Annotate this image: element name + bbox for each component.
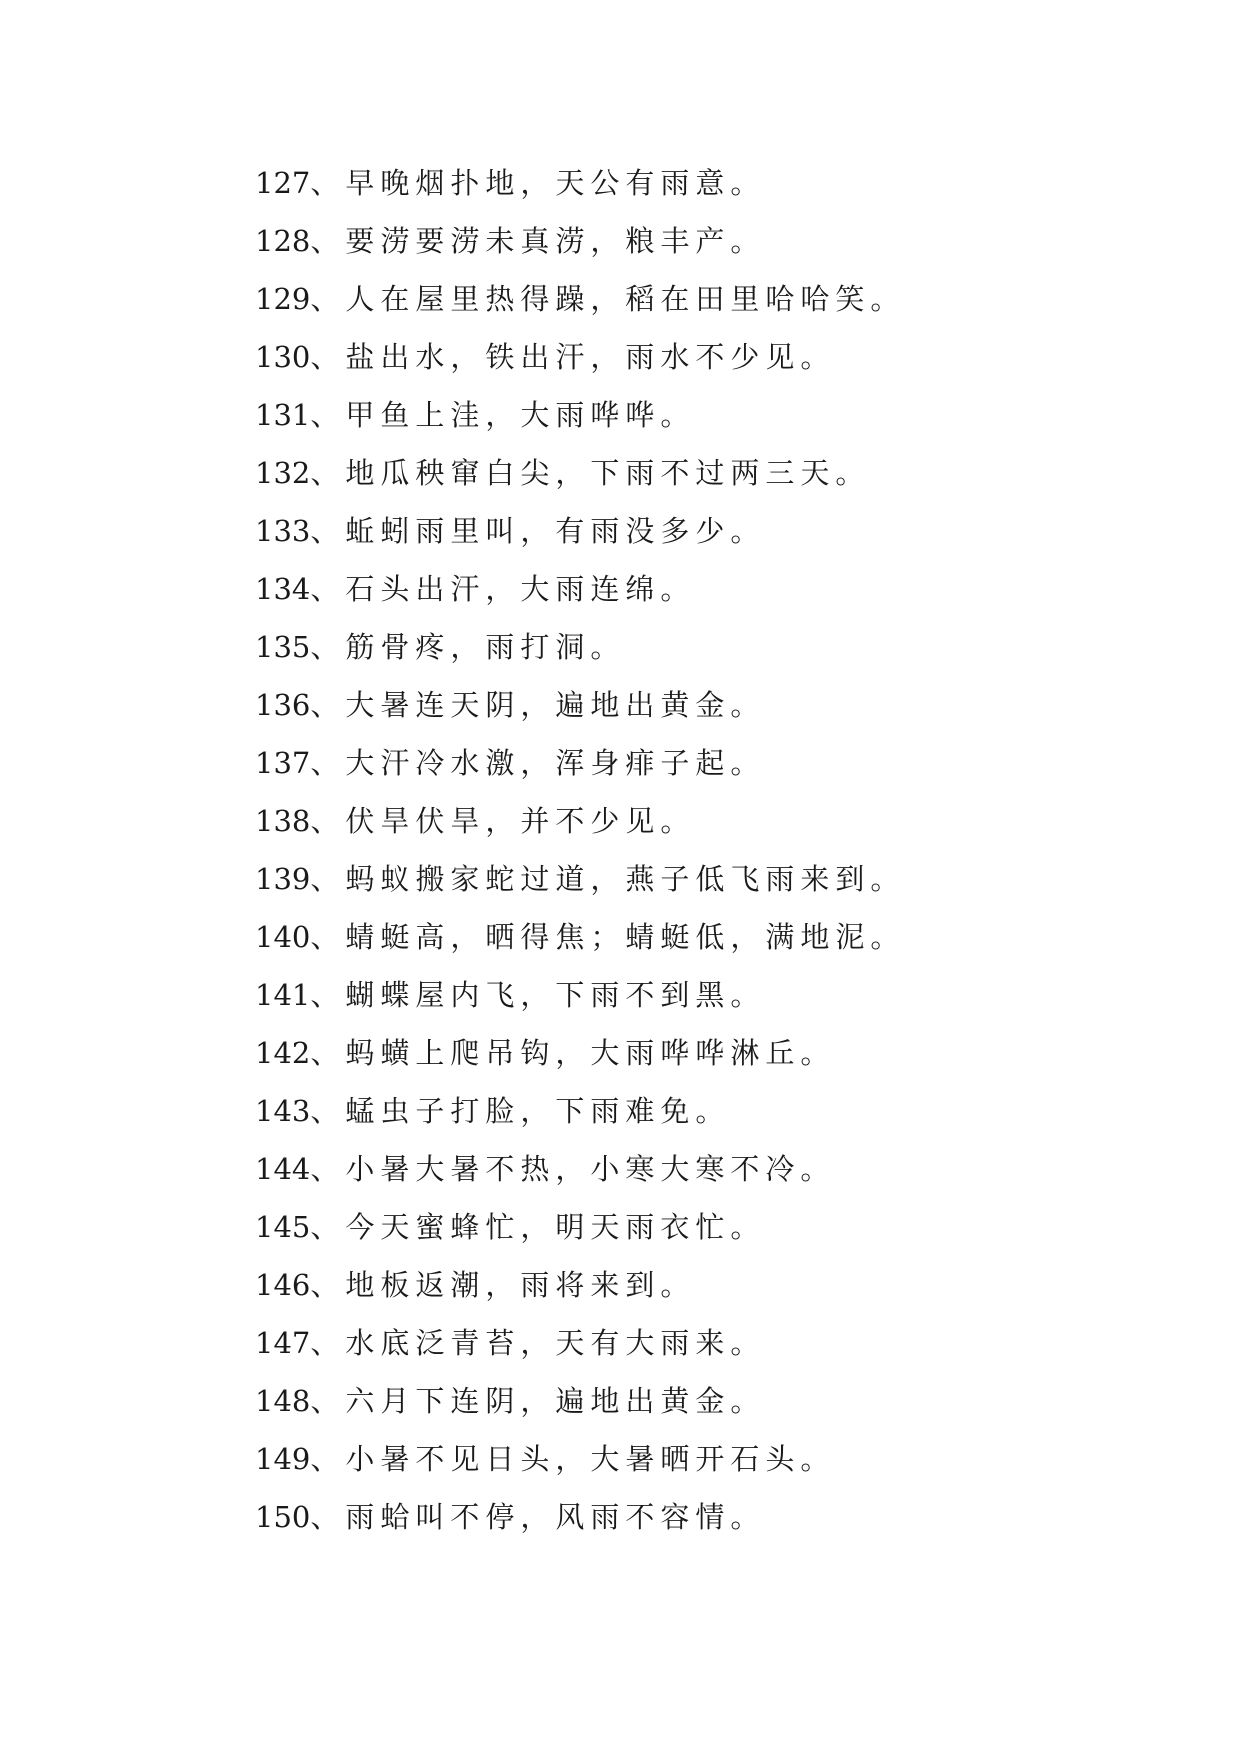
item-number: 134	[255, 572, 311, 606]
list-item	[255, 618, 1015, 676]
list-item	[255, 734, 1015, 792]
item-number: 140	[255, 920, 311, 954]
item-text: 、大暑连天阴，遍地出黄金。	[310, 688, 766, 722]
item-text: 、蜢虫子打脸，下雨难免。	[310, 1094, 731, 1128]
item-text: 、早晚烟扑地，天公有雨意。	[310, 166, 766, 200]
item-text: 、水底泛青苔，天有大雨来。	[310, 1326, 766, 1360]
list-item	[255, 1198, 1015, 1256]
list-item	[255, 1024, 1015, 1082]
item-text: 、筋骨疼，雨打洞。	[310, 630, 626, 664]
list-item	[255, 966, 1015, 1024]
list-item	[255, 444, 1015, 502]
item-text: 、蝴蝶屋内飞，下雨不到黑。	[310, 978, 766, 1012]
item-text: 、蚯蚓雨里叫，有雨没多少。	[310, 514, 766, 548]
item-number: 130	[255, 340, 311, 374]
item-text: 、甲鱼上洼，大雨哗哗。	[310, 398, 696, 432]
item-number: 136	[255, 688, 311, 722]
list-item	[255, 1314, 1015, 1372]
item-number: 146	[255, 1268, 311, 1302]
item-text: 、大汗冷水激，浑身痱子起。	[310, 746, 766, 780]
item-text: 、小暑大暑不热，小寒大寒不冷。	[310, 1152, 836, 1186]
list-item	[255, 212, 1015, 270]
item-text: 、蜻蜓高，晒得焦；蜻蜓低，满地泥。	[310, 920, 906, 954]
list-item	[255, 792, 1015, 850]
item-text: 、蚂蚁搬家蛇过道，燕子低飞雨来到。	[310, 862, 906, 896]
proverb-list	[255, 154, 1015, 1546]
list-item	[255, 1140, 1015, 1198]
item-text: 、要涝要涝未真涝，粮丰产。	[310, 224, 766, 258]
item-number: 144	[255, 1152, 311, 1186]
item-text: 、人在屋里热得躁，稻在田里哈哈笑。	[310, 282, 906, 316]
list-item	[255, 560, 1015, 618]
item-number: 150	[255, 1500, 311, 1534]
item-number: 145	[255, 1210, 311, 1244]
item-text: 、雨蛤叫不停，风雨不容情。	[310, 1500, 766, 1534]
list-item	[255, 154, 1015, 212]
list-item	[255, 850, 1015, 908]
list-item	[255, 1430, 1015, 1488]
item-number: 138	[255, 804, 311, 838]
item-text: 、蚂蟥上爬吊钩，大雨哗哗淋丘。	[310, 1036, 836, 1070]
item-number: 143	[255, 1094, 311, 1128]
item-number: 131	[255, 398, 311, 432]
list-item	[255, 908, 1015, 966]
item-number: 133	[255, 514, 311, 548]
list-item	[255, 1256, 1015, 1314]
item-number: 132	[255, 456, 311, 490]
item-text: 、地板返潮，雨将来到。	[310, 1268, 696, 1302]
item-text: 、盐出水，铁出汗，雨水不少见。	[310, 340, 836, 374]
item-number: 135	[255, 630, 311, 664]
item-number: 148	[255, 1384, 311, 1418]
list-item	[255, 1372, 1015, 1430]
item-number: 141	[255, 978, 311, 1012]
list-item	[255, 386, 1015, 444]
item-number: 129	[255, 282, 311, 316]
list-item	[255, 328, 1015, 386]
item-text: 、小暑不见日头，大暑晒开石头。	[310, 1442, 836, 1476]
item-number: 127	[255, 166, 311, 200]
item-number: 137	[255, 746, 311, 780]
item-number: 128	[255, 224, 311, 258]
item-number: 149	[255, 1442, 311, 1476]
item-text: 、地瓜秧窜白尖，下雨不过两三天。	[310, 456, 871, 490]
item-text: 、伏旱伏旱，并不少见。	[310, 804, 696, 838]
item-text: 、石头出汗，大雨连绵。	[310, 572, 696, 606]
list-item	[255, 270, 1015, 328]
item-number: 147	[255, 1326, 311, 1360]
item-number: 142	[255, 1036, 311, 1070]
item-number: 139	[255, 862, 311, 896]
list-item	[255, 502, 1015, 560]
item-text: 、今天蜜蜂忙，明天雨衣忙。	[310, 1210, 766, 1244]
list-item	[255, 1488, 1015, 1546]
list-item	[255, 1082, 1015, 1140]
list-item	[255, 676, 1015, 734]
item-text: 、六月下连阴，遍地出黄金。	[310, 1384, 766, 1418]
